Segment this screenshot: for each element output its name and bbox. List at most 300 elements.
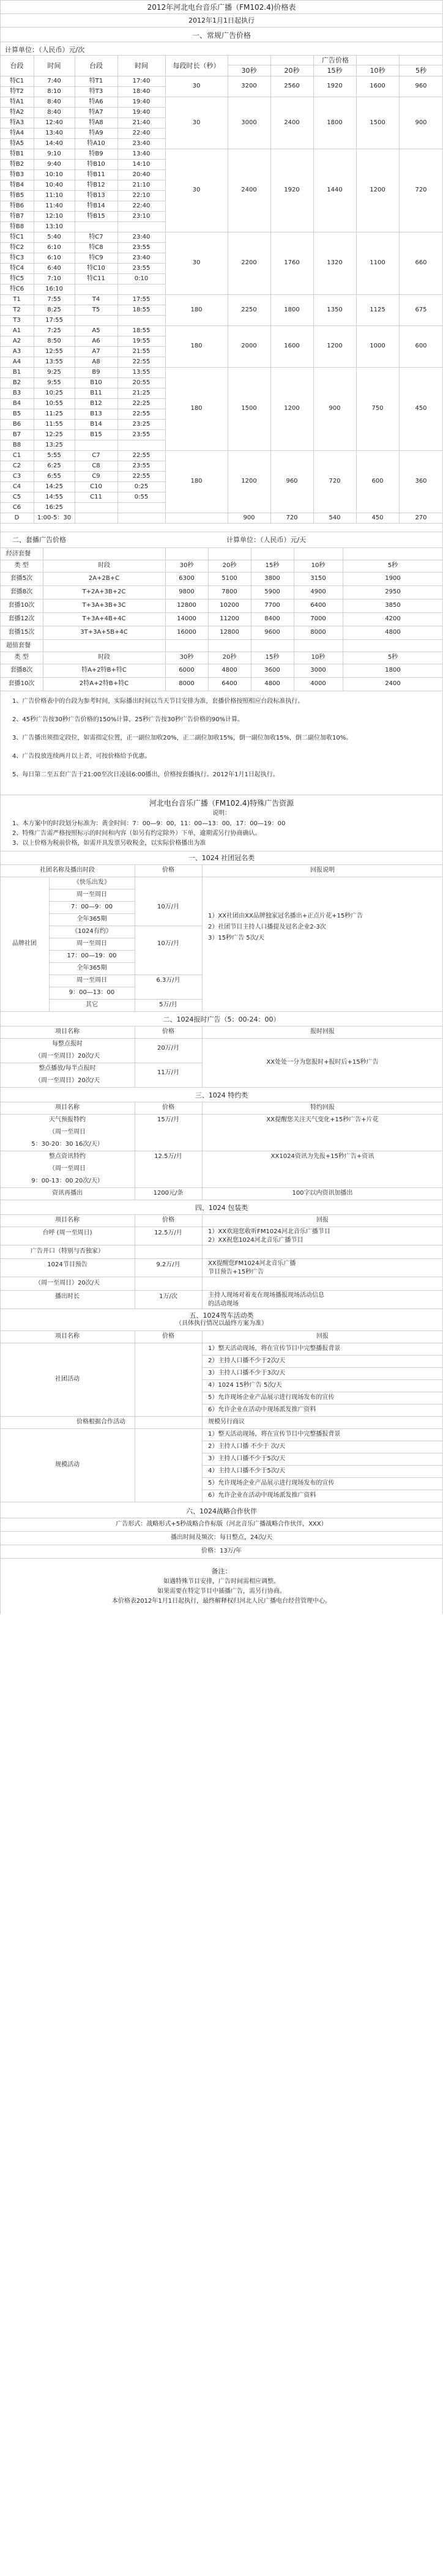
part-header: 回报 (316, 1217, 329, 1223)
duration-cell: 180 (190, 405, 203, 412)
part-header: 特约回报 (310, 1104, 335, 1111)
part3-price: 12.5万/月 (154, 1153, 182, 1160)
table-rule (0, 273, 165, 274)
schedule-cell: 10:55 (45, 400, 63, 407)
table-rule (0, 1558, 443, 1559)
schedule-cell: 特B12 (87, 182, 105, 188)
schedule-cell: 13:55 (45, 358, 63, 365)
schedule-cell: 11:10 (45, 192, 63, 199)
schedule-cell: T1 (13, 296, 21, 303)
package-cell: 14000 (177, 615, 196, 622)
schedule-cell: 18:55 (132, 306, 151, 313)
schedule-cell: 21:10 (132, 182, 151, 188)
table-divider (399, 55, 400, 523)
table-rule (202, 1367, 443, 1368)
duration-cell: 30 (192, 187, 201, 193)
schedule-cell: 18:55 (132, 327, 151, 334)
package-header: 20秒 (222, 654, 237, 661)
table-divider (313, 55, 314, 523)
schedule-cell: 13:55 (132, 369, 151, 376)
part4-price: 12.5万/月 (154, 1230, 182, 1236)
package-header: 5秒 (387, 562, 398, 569)
table-divider (202, 1026, 203, 1087)
part4-price: 1万/次 (159, 1293, 177, 1300)
price-cell: 1125 (370, 306, 385, 313)
schedule-cell: 特C1 (9, 78, 24, 84)
table-rule (0, 1531, 443, 1532)
price-cell: 3200 (241, 83, 257, 89)
note-line: 1、广告价格表中的台段为参考时间，实际播出时间以当天节目安排为准，套播价格按照相应台段标准执行。 (12, 698, 304, 705)
table-divider (49, 877, 50, 1011)
part-header: 报时回报 (310, 1028, 335, 1035)
price-cell: 450 (371, 514, 384, 521)
price-cell: 1200 (284, 405, 300, 412)
package-header: 15秒 (265, 654, 280, 661)
schedule-cell: 22:10 (132, 192, 151, 199)
schedule-cell: 特B7 (9, 213, 24, 220)
package-cell: 套播10次 (8, 680, 35, 687)
part5-return: 5）允许现场企业产品展示进行现场发布的宣传 (208, 1394, 335, 1401)
price-header: 5秒 (415, 67, 426, 75)
section-title-special: 河北电台音乐广播（FM102.4)特殊广告资源 (149, 799, 294, 807)
schedule-cell: 14:25 (45, 483, 63, 490)
schedule-cell: 特B14 (87, 202, 105, 209)
schedule-cell: 13:25 (45, 442, 63, 448)
schedule-cell: 11:55 (45, 421, 63, 428)
price-cell: 600 (371, 478, 384, 484)
part4-return: 节目预告+15秒广告 (208, 1269, 264, 1275)
schedule-cell: 特C9 (89, 254, 103, 261)
schedule-cell: 7:55 (47, 296, 61, 303)
package-cell: 2A+2B+C (88, 575, 120, 582)
table-rule (165, 294, 443, 295)
part5-return: 5）允许现场企业产品展示进行现场发布的宣传 (208, 1480, 335, 1487)
schedule-cell: 特A1 (9, 98, 24, 105)
table-rule (0, 325, 165, 326)
package-cell: T+2A+3B+2C (82, 588, 126, 595)
part-title: 四、1024 包装类 (195, 1204, 248, 1212)
part5-return: 1）整天活动现场，将在宣传节目中完整播报背景 (208, 1431, 341, 1438)
table-rule (0, 117, 165, 118)
price-cell: 600 (415, 343, 427, 349)
table-rule (49, 962, 135, 963)
part3-row-label: （周一至周日 (49, 1129, 86, 1135)
package-cell: 7800 (222, 588, 237, 595)
schedule-cell: C7 (92, 452, 100, 459)
schedule-cell: 特T3 (89, 88, 103, 95)
table-rule (0, 864, 443, 865)
schedule-cell: A8 (92, 358, 100, 365)
price-header: 20秒 (284, 67, 300, 75)
schedule-cell: 14:40 (45, 140, 63, 147)
column-header: 广告价格 (322, 56, 349, 64)
part3-return: XX提醒您关注天气变化+15秒广告+片花 (266, 1116, 379, 1123)
schedule-cell: 5:55 (47, 452, 61, 459)
table-divider (202, 1214, 203, 1308)
package-cell: 8000 (179, 680, 195, 687)
schedule-cell: 特C5 (9, 275, 24, 282)
part2-row-label: （周一至周日）20次/天 (34, 1053, 100, 1060)
schedule-cell: T3 (13, 317, 21, 324)
table-rule (0, 1011, 443, 1012)
table-rule (165, 367, 443, 368)
part5-return: 4）主持人口播不少于5次/天 (208, 1468, 286, 1474)
price-cell: 540 (329, 514, 341, 521)
table-rule (0, 1308, 443, 1309)
section-title-regular: 一、常规广告价格 (192, 31, 251, 40)
schedule-cell: 11:25 (45, 410, 63, 417)
schedule-cell: 18:40 (132, 88, 151, 95)
price-cell: 960 (286, 478, 298, 484)
table-divider (202, 864, 203, 1011)
column-header: 时间 (135, 62, 148, 70)
duration-cell: 30 (192, 259, 201, 266)
table-rule (0, 481, 165, 482)
part1-row-label: 17：00—19：00 (67, 952, 117, 959)
schedule-cell: 1:00-5：30 (37, 514, 72, 521)
table-rule (0, 190, 165, 191)
price-cell: 1600 (284, 343, 300, 349)
price-cell: 2400 (284, 119, 300, 126)
schedule-cell: T5 (92, 306, 100, 313)
table-rule (0, 1114, 443, 1115)
part4-row-label: 1024节目预告 (47, 1261, 87, 1268)
schedule-cell: 23:55 (132, 431, 151, 438)
duration-cell: 180 (190, 343, 203, 349)
schedule-cell: T4 (92, 296, 100, 303)
schedule-cell: A7 (92, 348, 100, 355)
schedule-cell: 23:40 (132, 254, 151, 261)
subgroup-title: 经济套餐 (6, 551, 31, 557)
schedule-cell: B15 (90, 431, 102, 438)
price-cell: 1320 (327, 259, 343, 266)
column-header: 时间 (47, 62, 61, 70)
package-cell: 10200 (220, 602, 239, 609)
part-title: 一、1024 社团冠名类 (188, 854, 255, 862)
schedule-cell: 0:10 (134, 275, 149, 282)
schedule-cell: B4 (12, 400, 21, 407)
schedule-cell: B1 (12, 369, 21, 376)
table-rule (0, 677, 443, 678)
schedule-cell: 20:55 (132, 379, 151, 386)
intro-title: 说明： (212, 810, 231, 817)
part4-return: 1）XX欢迎您收听FM1024河北音乐广播节目 (208, 1228, 330, 1235)
part6-line: 广告形式：战略形式+5秒战略合作标版（河北音乐广播战略合作伙伴，XXX） (116, 1521, 327, 1527)
schedule-cell: A4 (12, 358, 21, 365)
part5-return: 1）整天活动现场，将在宣传节目中完整播报背景 (208, 1345, 341, 1352)
schedule-cell: 特C3 (9, 254, 24, 261)
part1-row-label: 《1024有约》 (72, 928, 112, 935)
price-cell: 2560 (284, 83, 300, 89)
part-header: 价格 (162, 1217, 174, 1223)
schedule-cell: 8:40 (47, 109, 61, 116)
package-cell: 套播10次 (8, 602, 35, 609)
table-rule (202, 1465, 443, 1466)
schedule-cell: 11:40 (45, 202, 63, 209)
table-rule (202, 1404, 443, 1405)
package-cell: 4900 (310, 588, 326, 595)
table-divider (270, 55, 271, 523)
note-line: 3、广告播出须指定段位，如需指定位置，正一副位加收20%，正二副位加收15%，倒一副位加收15%，倒二副位加收10%。 (12, 735, 352, 741)
package-cell: 6300 (179, 575, 195, 582)
table-rule (202, 1379, 443, 1380)
schedule-cell: 10:10 (45, 171, 63, 178)
part1-price: 10万/月 (157, 940, 180, 947)
schedule-cell: 22:55 (132, 452, 151, 459)
part3-row-label: 整点资讯特约 (49, 1153, 86, 1160)
price-cell: 1000 (370, 343, 385, 349)
price-cell: 660 (415, 259, 427, 266)
schedule-cell: 特B8 (9, 223, 24, 230)
price-cell: 1100 (370, 259, 385, 266)
section-title-package: 二、套播广告价格 (12, 536, 66, 544)
table-rule (0, 1258, 443, 1259)
schedule-cell: 13:40 (45, 130, 63, 136)
notes-title: 备注： (211, 1567, 232, 1575)
part3-row-label: 9：00-13：00 20次/天） (31, 1178, 103, 1184)
schedule-cell: 特B1 (9, 150, 24, 157)
part1-price: 5万/月 (159, 1001, 177, 1008)
package-cell: 12800 (220, 629, 239, 636)
table-divider (356, 55, 357, 523)
schedule-cell: 16:10 (45, 286, 63, 292)
schedule-cell: 特B2 (9, 161, 24, 168)
part4-return: XX提醒您FM1024河北音乐广播 (208, 1260, 296, 1267)
table-divider (202, 1102, 203, 1200)
schedule-cell: 特B9 (89, 150, 103, 157)
column-header: 台段 (10, 62, 24, 70)
price-cell: 1600 (370, 83, 385, 89)
part-header: 价格 (162, 1333, 174, 1340)
schedule-cell: 特C2 (9, 244, 24, 251)
package-cell: 4800 (264, 680, 280, 687)
schedule-cell: 特B3 (9, 171, 24, 178)
schedule-cell: B13 (90, 410, 102, 417)
schedule-cell: 特B5 (9, 192, 24, 199)
schedule-cell: 8:25 (47, 306, 61, 313)
table-rule (0, 138, 165, 139)
price-cell: 360 (415, 478, 427, 484)
schedule-cell: 特B15 (87, 213, 105, 220)
price-cell: 450 (415, 405, 427, 412)
schedule-cell: B11 (90, 390, 102, 396)
table-rule (0, 377, 165, 378)
schedule-cell: 19:40 (132, 109, 151, 116)
schedule-cell: 22:40 (132, 202, 151, 209)
part5-label: 价格根据合作活动 (76, 1419, 125, 1425)
schedule-cell: B7 (12, 431, 21, 438)
table-rule (0, 0, 443, 1)
table-rule (0, 1187, 443, 1188)
price-cell: 720 (415, 187, 427, 193)
subgroup-title: 超值套餐 (6, 642, 31, 649)
part6-line: 价格：13万/年 (201, 1548, 242, 1554)
table-rule (0, 169, 165, 170)
part4-row-label: 播出时长 (55, 1293, 80, 1300)
price-cell: 1500 (241, 405, 257, 412)
price-cell: 1800 (327, 119, 343, 126)
package-cell: 12800 (177, 602, 196, 609)
part5-return: 2）主持人口播不少于2次/天 (208, 1357, 286, 1364)
part-header: 项目名称 (55, 1217, 80, 1223)
schedule-cell: C10 (90, 483, 102, 490)
package-cell: 9800 (179, 588, 195, 595)
intro-line: 1、本方案中的时段划分标准为：黄金时间：7：00—9：00，11：00—13：00，17：00—19：00 (12, 820, 286, 827)
table-rule (0, 263, 165, 264)
price-cell: 720 (329, 478, 341, 484)
table-rule (165, 523, 443, 524)
table-rule (0, 159, 165, 160)
schedule-cell: 21:55 (132, 348, 151, 355)
package-cell: 2特A+2特B+特C (79, 680, 129, 687)
part1-group-label: 品牌社团 (12, 940, 37, 947)
schedule-cell: 7:25 (47, 327, 61, 334)
schedule-cell: 0:25 (134, 483, 149, 490)
table-rule (0, 851, 443, 852)
part3-return: 100字以内资讯加播出 (292, 1190, 353, 1197)
package-cell: 4800 (222, 667, 237, 674)
unit-label: 计算单位：（人民币）元/次 (5, 46, 85, 54)
price-cell: 900 (243, 514, 255, 521)
package-cell: 套播8次 (10, 667, 33, 674)
schedule-cell: 21:40 (132, 119, 151, 126)
package-cell: 9600 (264, 629, 280, 636)
schedule-cell: 6:55 (47, 473, 61, 480)
part2-row-label: 整点播放/每半点报时 (39, 1065, 96, 1072)
schedule-cell: A5 (92, 327, 100, 334)
schedule-cell: 9:40 (47, 161, 61, 168)
part1-row-label: 全年365期 (76, 916, 107, 922)
schedule-cell: C11 (90, 494, 102, 500)
price-cell: 3000 (241, 119, 257, 126)
schedule-cell: 0:55 (134, 494, 149, 500)
package-header: 类 型 (14, 654, 29, 661)
part2-price: 20万/月 (157, 1045, 180, 1052)
schedule-cell: 17:55 (132, 296, 151, 303)
part4-price: 9.2万/月 (156, 1261, 181, 1268)
schedule-cell: 14:10 (132, 161, 151, 168)
package-cell: 5900 (264, 588, 280, 595)
package-header: 类 型 (14, 562, 29, 569)
schedule-cell: C8 (92, 462, 100, 469)
table-divider (165, 547, 166, 691)
schedule-cell: 17:40 (132, 78, 151, 84)
part-header: 项目名称 (55, 1333, 80, 1340)
schedule-cell: 19:40 (132, 98, 151, 105)
schedule-cell: 23:55 (132, 462, 151, 469)
package-header: 时段 (98, 654, 110, 661)
table-rule (0, 86, 165, 87)
table-rule (0, 346, 165, 347)
package-header: 30秒 (179, 654, 194, 661)
schedule-cell: 特T1 (89, 78, 103, 84)
table-rule (165, 450, 443, 451)
schedule-cell: 21:25 (132, 390, 151, 396)
table-rule (0, 13, 443, 14)
schedule-cell: 13:10 (45, 223, 63, 230)
notes-line: 如果需要在特定节目中插播广告，需另行协商。 (157, 1588, 286, 1595)
part2-price: 11万/月 (157, 1069, 180, 1076)
part5-label: 社团活动 (55, 1376, 80, 1383)
schedule-cell: B2 (12, 379, 21, 386)
schedule-cell: C2 (12, 462, 21, 469)
part5-return: 规模另行商议 (208, 1419, 245, 1425)
part-header: 回报 (316, 1333, 329, 1340)
price-header: 10秒 (370, 67, 385, 75)
schedule-cell: T2 (13, 306, 21, 313)
part-header: 价格 (162, 867, 174, 874)
schedule-cell: A1 (12, 327, 21, 334)
schedule-cell: 6:10 (47, 244, 61, 251)
package-cell: 3850 (385, 602, 401, 609)
schedule-cell: 特A2 (9, 109, 24, 116)
part-header: 价格 (162, 1028, 174, 1035)
price-cell: 1200 (241, 478, 257, 484)
package-cell: 16000 (177, 629, 196, 636)
part-header: 回报说明 (310, 867, 335, 874)
schedule-cell: 特C11 (87, 275, 105, 282)
price-cell: 1440 (327, 187, 343, 193)
part4-row-label: 广告开口（特别与否独家） (31, 1248, 104, 1255)
part3-price: 15万/月 (157, 1116, 180, 1123)
table-rule (0, 1290, 443, 1291)
part1-row-label: 周一至周日 (76, 977, 107, 984)
part-subtitle: （具体执行情况以最终方案为准） (176, 1320, 267, 1327)
package-header: 20秒 (222, 562, 237, 569)
schedule-cell: 特T2 (10, 88, 24, 95)
schedule-cell: 特B10 (87, 161, 105, 168)
schedule-cell: 20:40 (132, 171, 151, 178)
schedule-cell: 12:25 (45, 431, 63, 438)
part3-return: XX1024资讯为先报+15秒广告+资讯 (270, 1153, 374, 1160)
part1-return: 2）社团节目主持人口播提及冠名企业2-3次 (208, 924, 326, 930)
table-rule (0, 523, 165, 524)
schedule-cell: 19:55 (132, 338, 151, 344)
schedule-cell: 特B11 (87, 171, 105, 178)
schedule-cell: 22:55 (132, 410, 151, 417)
package-cell: 3000 (310, 667, 326, 674)
price-cell: 1800 (284, 306, 300, 313)
schedule-cell: 23:55 (132, 244, 151, 251)
package-header: 15秒 (265, 562, 280, 569)
table-rule (0, 367, 165, 368)
notes-line: 本价格表2012年1月1日起执行，最终解释权归河北人民广播电台经营管理中心。 (111, 1598, 332, 1605)
price-cell: 1920 (327, 83, 343, 89)
package-cell: 2400 (385, 680, 401, 687)
table-rule (165, 325, 443, 326)
part5-label: 规模活动 (55, 1461, 80, 1468)
part5-return: 3）主持人口播不少于5次/天 (208, 1455, 286, 1462)
schedule-cell: 8:10 (47, 88, 61, 95)
table-rule (0, 398, 165, 399)
schedule-cell: C4 (12, 483, 21, 490)
part5-return: 3）主持人口播不少于3次/天 (208, 1370, 286, 1376)
price-cell: 2200 (241, 259, 257, 266)
package-cell: 4000 (310, 680, 326, 687)
price-header: 30秒 (241, 67, 257, 75)
schedule-cell: 22:25 (132, 400, 151, 407)
schedule-cell: 特B13 (87, 192, 105, 199)
package-cell: 1800 (385, 667, 401, 674)
schedule-cell: 特A10 (87, 140, 105, 147)
schedule-cell: 特A3 (9, 119, 24, 126)
price-cell: 900 (329, 405, 341, 412)
part1-return: 1）XX社团由XX品牌独家冠名播出+正点片花+15秒广告 (208, 913, 363, 919)
part1-row-label: 7：00—9：00 (70, 904, 113, 910)
part4-return: 的活动现场 (208, 1301, 239, 1307)
part3-row-label: 5：30-20：30 16次/天） (31, 1141, 103, 1148)
schedule-cell: 特C1 (9, 234, 24, 240)
